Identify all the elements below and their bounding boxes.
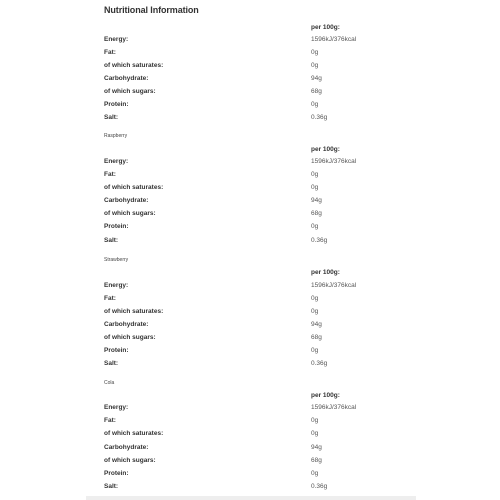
nutrition-row: [0, 308, 500, 321]
nutrient-value: 0g: [311, 347, 319, 354]
nutrition-row: [0, 457, 500, 470]
nutrient-label: of which sugars:: [104, 210, 156, 217]
nutrient-label: Fat:: [104, 49, 116, 56]
nutrient-label: Salt:: [104, 360, 119, 367]
nutrition-row: [0, 483, 500, 496]
flavour-label: Strawberry: [104, 257, 129, 263]
per-100g-header: per 100g:: [311, 24, 340, 31]
nutrient-label: Energy:: [104, 158, 129, 165]
nutrition-row: [0, 197, 500, 210]
nutrition-row: [0, 347, 500, 360]
nutrient-label: Energy:: [104, 282, 129, 289]
nutrient-value: 94g: [311, 75, 322, 82]
nutrient-value: 0.36g: [311, 237, 328, 244]
nutrient-value: 1596kJ/376kcal: [311, 404, 357, 411]
nutrition-row: [0, 158, 500, 171]
nutrient-label: Protein:: [104, 223, 129, 230]
nutrient-label: Fat:: [104, 295, 116, 302]
nutrient-value: 0g: [311, 62, 319, 69]
nutrition-row: [0, 36, 500, 49]
horizontal-scrollbar[interactable]: [86, 496, 416, 500]
page-title: Nutritional Information: [104, 5, 199, 15]
nutrient-label: Fat:: [104, 171, 116, 178]
nutrition-row: [0, 321, 500, 334]
nutrient-value: 0g: [311, 430, 319, 437]
nutrient-value: 0g: [311, 223, 319, 230]
nutrient-label: Protein:: [104, 101, 129, 108]
nutrient-value: 94g: [311, 197, 322, 204]
nutrient-label: Fat:: [104, 417, 116, 424]
nutrition-row: [0, 49, 500, 62]
nutrient-label: Protein:: [104, 470, 129, 477]
per-100g-header: per 100g:: [311, 146, 340, 153]
nutrient-value: 0g: [311, 295, 319, 302]
nutrition-row: [0, 470, 500, 483]
nutrient-label: Carbohydrate:: [104, 321, 149, 328]
nutrient-value: 0g: [311, 417, 319, 424]
nutrition-row: [0, 75, 500, 88]
nutrient-value: 1596kJ/376kcal: [311, 158, 357, 165]
flavour-label: Raspberry: [104, 133, 128, 139]
nutrient-value: 68g: [311, 210, 322, 217]
nutrition-row: [0, 295, 500, 308]
nutrient-value: 0g: [311, 49, 319, 56]
nutrition-row: [0, 223, 500, 236]
nutrition-row: [0, 171, 500, 184]
nutrient-label: Salt:: [104, 483, 119, 490]
nutrition-row: [0, 282, 500, 295]
nutrition-row: [0, 62, 500, 75]
nutrient-value: 0g: [311, 470, 319, 477]
nutrient-value: 94g: [311, 444, 322, 451]
nutrient-label: Carbohydrate:: [104, 444, 149, 451]
nutrition-row: [0, 360, 500, 373]
nutrition-row: [0, 101, 500, 114]
nutrient-label: of which sugars:: [104, 334, 156, 341]
nutrition-row: [0, 417, 500, 430]
nutrient-value: 0g: [311, 184, 319, 191]
nutrient-value: 68g: [311, 334, 322, 341]
nutrient-value: 0.36g: [311, 360, 328, 367]
nutrient-value: 0.36g: [311, 483, 328, 490]
nutrient-value: 1596kJ/376kcal: [311, 282, 357, 289]
flavour-label: Cola: [104, 380, 115, 386]
nutrient-label: of which saturates:: [104, 430, 164, 437]
nutrient-value: 0.36g: [311, 114, 328, 121]
nutrient-value: 68g: [311, 88, 322, 95]
nutrient-value: 0g: [311, 308, 319, 315]
nutrition-row: [0, 210, 500, 223]
nutrient-label: Salt:: [104, 114, 119, 121]
nutrient-label: of which saturates:: [104, 62, 164, 69]
nutrition-row: [0, 334, 500, 347]
nutrient-label: Energy:: [104, 404, 129, 411]
nutrient-label: Energy:: [104, 36, 129, 43]
per-100g-header: per 100g:: [311, 392, 340, 399]
nutrient-label: of which sugars:: [104, 457, 156, 464]
nutrition-row: [0, 444, 500, 457]
nutrient-label: of which sugars:: [104, 88, 156, 95]
nutrient-label: Protein:: [104, 347, 129, 354]
nutrient-value: 0g: [311, 101, 319, 108]
nutrition-row: [0, 184, 500, 197]
nutrient-label: Carbohydrate:: [104, 197, 149, 204]
per-100g-header: per 100g:: [311, 269, 340, 276]
nutrient-value: 94g: [311, 321, 322, 328]
nutrient-label: of which saturates:: [104, 184, 164, 191]
nutrient-label: Salt:: [104, 237, 119, 244]
nutrient-value: 68g: [311, 457, 322, 464]
nutrient-label: Carbohydrate:: [104, 75, 149, 82]
nutrition-row: [0, 237, 500, 250]
nutrient-value: 0g: [311, 171, 319, 178]
nutrient-label: of which saturates:: [104, 308, 164, 315]
nutrition-row: [0, 430, 500, 443]
nutrient-value: 1596kJ/376kcal: [311, 36, 357, 43]
nutrition-row: [0, 404, 500, 417]
nutrition-row: [0, 88, 500, 101]
nutrition-row: [0, 114, 500, 127]
